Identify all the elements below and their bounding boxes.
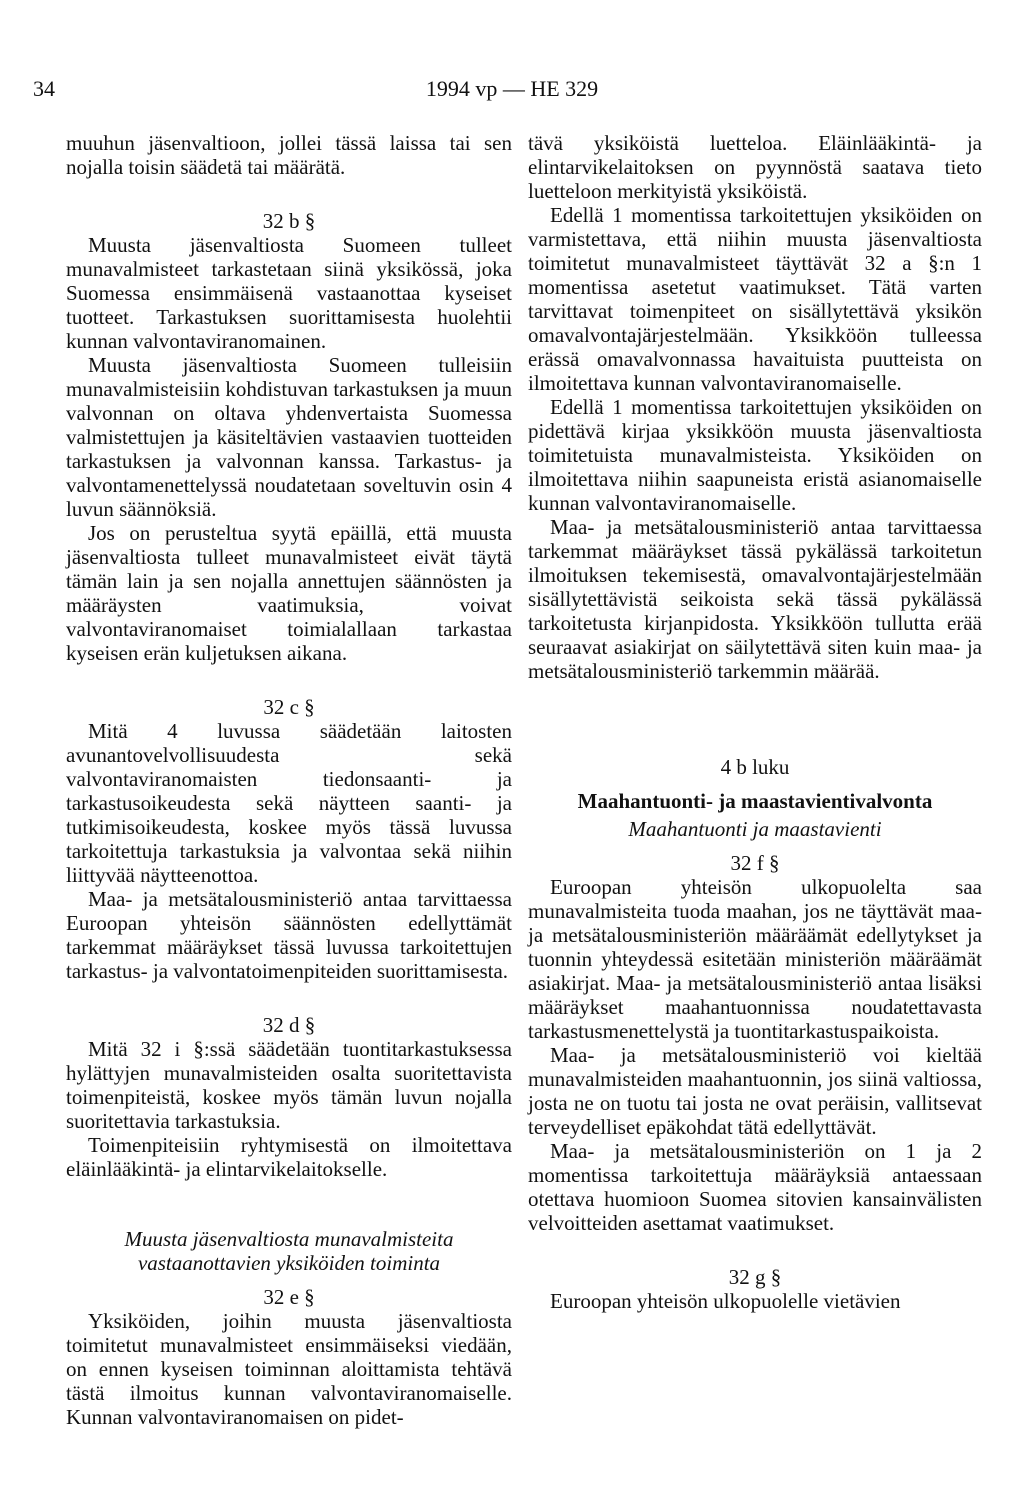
paragraph: Edellä 1 momentissa tarkoitettujen yksiköiden on varmistettava, että niihin muusta jäsenvaltiosta toimitetut munavalmisteet täyttävät 32 a §:n 1 momentissa asetetut vaatimukset. Tätä varten tarvittavat toimenpiteet on sisällytettävä yksikön omavalvontajärjestelmään. Yksikköön tulleessa erässä omavalvonnassa havaituista puutteista on ilmoitettava kunnan valvontaviranomaiselle.	[528, 203, 982, 395]
subsection-heading: Muusta jäsenvaltiosta munavalmisteita vastaanottavien yksiköiden toiminta	[124, 1227, 454, 1275]
chapter-heading: 4 b luku	[720, 755, 790, 779]
paragraph: Euroopan yhteisön ulkopuolelle vietävien	[550, 1289, 901, 1313]
section-heading-32b: 32 b §	[262, 209, 316, 233]
paragraph: Maa- ja metsätalousministeriö antaa tarvittaessa tarkemmat määräykset tässä pykälässä tarkoitetun ilmoituksen tekemisestä, omavalvontajärjestelmään sisällytettävistä seikoista sekä tässä pykälässä tarkoitetusta kirjanpidosta. Yksikköön tullutta erää seuraavat asiakirjat on säilytettävä siten kuin maa- ja metsätalousministeriö tarkemmin määrää.	[528, 515, 982, 683]
right-column	[528, 131, 982, 1313]
section-heading-32d: 32 d §	[262, 1013, 316, 1037]
subsection-heading: Maahantuonti ja maastavienti	[628, 817, 882, 841]
paragraph: Maa- ja metsätalousministeriö voi kieltää munavalmisteiden maahantuonnin, jos siinä valtiossa, josta ne on tuotu tai josta ne ovat peräisin, vallitsevat terveydelliset epäkohdat tätä edellyttävät.	[528, 1043, 982, 1139]
paragraph: Yksiköiden, joihin muusta jäsenvaltiosta toimitetut munavalmisteet ensimmäiseksi viedään, on ennen kyseisen toiminnan aloittamista tehtävä tästä ilmoitus kunnan valvontaviranomaiselle. Kunnan valvontaviranomaisen on pidet-	[66, 1309, 512, 1429]
paragraph: Edellä 1 momentissa tarkoitettujen yksiköiden on pidettävä kirjaa yksikköön muusta jäsenvaltiosta toimitetuista munavalmisteista. Yksiköiden on ilmoitettava niihin saapuneista eristä asianomaiselle kunnan valvontaviranomaiselle.	[528, 395, 982, 515]
page-number: 34	[33, 76, 55, 101]
section-heading-32g: 32 g §	[728, 1265, 782, 1289]
paragraph: Mitä 4 luvussa säädetään laitosten avunantovelvollisuudesta sekä valvontaviranomaisten tiedonsaanti- ja tarkastusoikeudesta sekä näytteen saanti- ja tutkimisoikeudesta, koskee myös tässä luvussa tarkoitettuja tarkastuksia ja valvontaa sekä niihin liittyvää näytteenottoa.	[66, 719, 512, 887]
paragraph: Jos on perusteltua syytä epäillä, että muusta jäsenvaltiosta tulleet munavalmisteet eivät täytä tämän lain ja sen nojalla annettujen säännösten ja määräysten vaatimuksia, voivat valvontaviranomaiset toimialallaan tarkastaa kyseisen erän kuljetuksen aikana.	[66, 521, 512, 665]
paragraph: Maa- ja metsätalousministeriö antaa tarvittaessa Euroopan yhteisön säännösten edellyttämät tarkemmat määräykset tässä luvussa tarkoitettujen tarkastus- ja valvontatoimenpiteiden suorittamisesta.	[66, 887, 512, 983]
paragraph: tävä yksiköistä luetteloa. Eläinlääkintä- ja elintarvikelaitoksen on pyynnöstä saatava tieto luetteloon merkityistä yksiköistä.	[528, 131, 982, 203]
paragraph: Euroopan yhteisön ulkopuolelta saa munavalmisteita tuoda maahan, jos ne täyttävät maa- ja metsätalousministeriön määräämät edellytykset ja tuonnin yhteydessä esitetään ministeriön määräämät asiakirjat. Maa- ja metsätalousministeriö antaa lisäksi määräykset maahantuonnissa noudatettavasta tarkastusmenettelystä ja tuontitarkastuspaikoista.	[528, 875, 982, 1043]
running-head: 1994 vp — HE 329	[425, 76, 599, 101]
paragraph: Maa- ja metsätalousministeriön on 1 ja 2 momentissa tarkoitettuja määräyksiä antaessaan otettava huomioon Suomea sitovien kansainvälisten velvoitteiden asettamat vaatimukset.	[528, 1139, 982, 1235]
left-column	[66, 131, 512, 1429]
paragraph: Muusta jäsenvaltiosta Suomeen tulleet munavalmisteet tarkastetaan siinä yksikössä, joka Suomessa ensimmäisenä vastaanottaa kyseiset tuotteet. Tarkastuksen suorittamisesta huolehtii kunnan valvontaviranomainen.	[66, 233, 512, 353]
paragraph: muuhun jäsenvaltioon, jollei tässä laissa tai sen nojalla toisin säädetä tai määrätä.	[66, 131, 512, 179]
section-heading-32c: 32 c §	[263, 695, 315, 719]
chapter-title: Maahantuonti- ja maastavientivalvonta	[577, 789, 933, 813]
paragraph: Mitä 32 i §:ssä säädetään tuontitarkastuksessa hylättyjen munavalmisteiden osalta suoritettavista toimenpiteistä, koskee myös tämän luvun nojalla suoritettavia tarkastuksia.	[66, 1037, 512, 1133]
paragraph: Toimenpiteisiin ryhtymisestä on ilmoitettava eläinlääkintä- ja elintarvikelaitokselle.	[66, 1133, 512, 1181]
paragraph: Muusta jäsenvaltiosta Suomeen tulleisiin munavalmisteisiin kohdistuvan tarkastuksen ja muun valvonnan on oltava yhdenvertaista Suomessa valmistettujen ja käsiteltävien vastaavien tuotteiden tarkastuksen ja valvonnan kanssa. Tarkastus- ja valvontamenettelyssä noudatetaan soveltuvin osin 4 luvun säännöksiä.	[66, 353, 512, 521]
section-heading-32e: 32 e §	[263, 1285, 315, 1309]
section-heading-32f: 32 f §	[730, 851, 780, 875]
